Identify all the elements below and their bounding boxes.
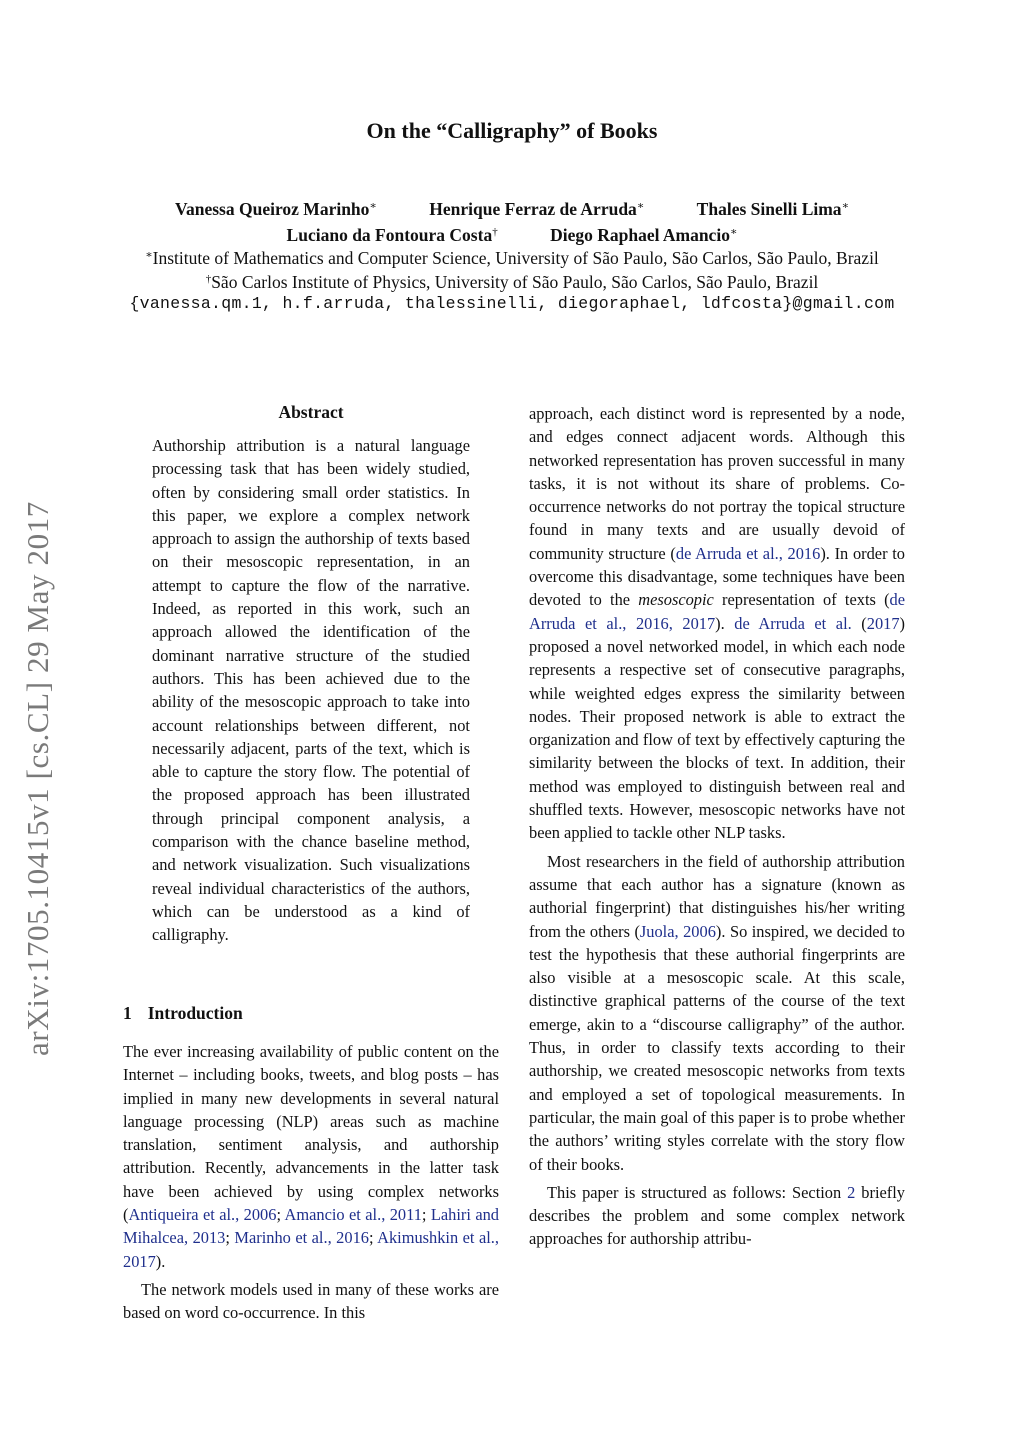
- author-list: [0, 195, 1024, 247]
- citation-link[interactable]: Marinho et al., 2016: [234, 1228, 369, 1248]
- citation-link[interactable]: de Arruda et al.: [734, 613, 852, 633]
- citation-link[interactable]: de Arruda et al., 2016: [675, 543, 821, 563]
- paper-title: On the “Calligraphy” of Books: [366, 118, 658, 143]
- citation-link[interactable]: Antiqueira et al., 2006: [128, 1205, 277, 1225]
- citation-link[interactable]: Amancio et al., 2011: [284, 1205, 422, 1225]
- citation-link[interactable]: Juola, 2006: [639, 921, 716, 941]
- paragraph: This paper is structured as follows: Section 2 briefly describes the problem and some complex network approaches for authorship attribu-: [529, 1182, 905, 1249]
- section-heading: 1 Introduction: [123, 1003, 243, 1023]
- citation-link[interactable]: 2017: [866, 613, 900, 633]
- citation-link[interactable]: de Arruda et al., 2016, 2017: [529, 590, 906, 633]
- author: Vanessa Queiroz Marinho∗: [174, 199, 377, 219]
- abstract-body: [152, 434, 470, 947]
- author: Luciano da Fontoura Costa†: [286, 225, 498, 245]
- arxiv-identifier: arXiv:1705.10415v1 [cs.CL] 29 May 2017: [20, 501, 55, 1056]
- right-column: [529, 402, 905, 1251]
- citation-link[interactable]: Akimushkin et al., 2017: [123, 1228, 499, 1271]
- abstract-heading: Abstract: [278, 402, 344, 422]
- section-link[interactable]: 2: [847, 1182, 856, 1202]
- paragraph: Most researchers in the field of authorship attribution assume that each author has a signature (known as authorial fingerprint) that distinguishes his/her writing from the others (Juola, 2006). So inspired, we decided to test the hypothesis that these authorial fingerprints are also visible at a mesoscopic scale. At this scale, distinctive graphical patterns of the course of the text emerge, akin to a “discourse calligraphy” of the author. Thus, in order to classify texts according to their authorship, we created mesoscopic networks from texts and employed a set of topological measurements. In particular, the main goal of this paper is to probe whether the authors’ writing styles correlate with the story flow of their books.: [529, 851, 905, 1174]
- paragraph: approach, each distinct word is represented by a node, and edges connect adjacent words. Although this networked representation has proven successful in many tasks, it is not without its share of problems. Co-occurrence networks do not portray the topical structure found in many texts and are usually devoid of community structure (de Arruda et al., 2016). In order to overcome this disadvantage, some techniques have been devoted to the mesoscopic representation of texts (de Arruda et al., 2016, 2017). de Arruda et al. (2017) proposed a novel networked model, in which each node represents a respective set of consecutive paragraphs, while weighted edges express the similarity between nodes. Their proposed network is able to extract the organization and flow of text by effectively capturing the similarity between the blocks of text. In addition, their method was employed to distinguish between real and shuffled texts. However, mesoscopic networks have not been applied to tackle other NLP tasks.: [529, 404, 906, 843]
- paragraph: The network models used in many of these works are based on word co-occurrence. In this: [123, 1279, 499, 1323]
- author: Thales Sinelli Lima∗: [696, 199, 850, 219]
- affiliation: ∗Institute of Mathematics and Computer Science, University of São Paulo, São Carlos, São Paulo, Brazil: [145, 248, 879, 268]
- paragraph: The ever increasing availability of public content on the Internet – including books, tweets, and blog posts – has implied in many new developments in several natural language processing (NLP) areas such as machine translation, sentiment analysis, and authorship attribution. Recently, advancements in the latter task have been achieved by using complex networks (Antiqueira et al., 2006; Amancio et al., 2011; Lahiri and Mihalcea, 2013; Marinho et al., 2016; Akimushkin et al., 2017).: [123, 1042, 500, 1271]
- citation-link[interactable]: Lahiri and Mihalcea, 2013: [123, 1205, 500, 1248]
- author: Diego Raphael Amancio∗: [550, 225, 738, 245]
- author-emails: {vanessa.qm.1, h.f.arruda, thalessinelli, diegoraphael, ldfcosta}@gmail.com: [129, 294, 895, 313]
- left-column: [123, 1040, 499, 1325]
- affiliation: †São Carlos Institute of Physics, University of São Paulo, São Carlos, São Paulo, Brazil: [205, 272, 819, 292]
- abstract-text: Authorship attribution is a natural language processing task that has been widely studied, often by considering small order statistics. In this paper, we explore a complex network approach to assign the authorship of texts based on their mesoscopic representation, in an attempt to capture the flow of the narrative. Indeed, as reported in this work, such an approach allowed the identification of the dominant narrative structure of the studied authors. This has been achieved due to the ability of the mesoscopic approach to take into account relationships between different, not necessarily adjacent, parts of the text, which is able to capture the story flow. The potential of the proposed approach has been illustrated through principal component analysis, a comparison with the chance baseline method, and network visualization. Such visualizations reveal individual characteristics of the authors, which can be understood as a kind of calligraphy.: [152, 436, 470, 945]
- author: Henrique Ferraz de Arruda∗: [429, 199, 645, 219]
